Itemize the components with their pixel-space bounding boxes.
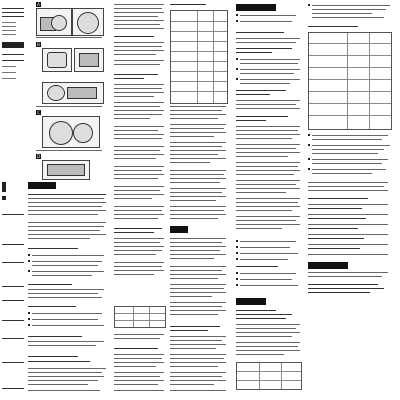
figure-d-cap-illustration xyxy=(42,160,90,180)
section-marker xyxy=(2,182,6,192)
column-text-4 xyxy=(234,0,304,400)
figure-label-d: D xyxy=(36,154,41,159)
section-header-bar xyxy=(308,262,348,269)
spec-table-right xyxy=(308,32,392,130)
figure-b-attach-illustration xyxy=(42,82,104,104)
figure-b-hood-illustration xyxy=(42,48,72,72)
rule xyxy=(36,106,102,107)
spec-table-small xyxy=(114,306,166,328)
column-text-2 xyxy=(112,0,166,400)
figure-c-hood-illustration xyxy=(42,116,100,148)
section-header-bar xyxy=(236,4,276,11)
section-marker xyxy=(2,196,6,200)
figure-label-b: B xyxy=(37,42,40,47)
section-header-bar xyxy=(236,298,266,305)
section-header-bar xyxy=(28,182,56,189)
barcode-bar xyxy=(2,42,24,48)
spec-table-main xyxy=(170,10,228,104)
spec-table-bottom xyxy=(236,362,302,390)
figure-b-mount-illustration xyxy=(74,48,104,72)
column-text-5 xyxy=(306,0,396,400)
figure-label-a: A xyxy=(37,2,40,7)
rule xyxy=(36,150,102,151)
figure-a-lens-illustration xyxy=(72,8,104,36)
left-legal-strip xyxy=(0,0,26,400)
column-text-3 xyxy=(168,0,230,400)
figure-label-c: C xyxy=(37,110,40,115)
column-figures xyxy=(26,0,110,400)
figure-a-camera-illustration xyxy=(36,8,72,36)
rule xyxy=(36,37,102,38)
section-header-bar xyxy=(170,226,188,233)
